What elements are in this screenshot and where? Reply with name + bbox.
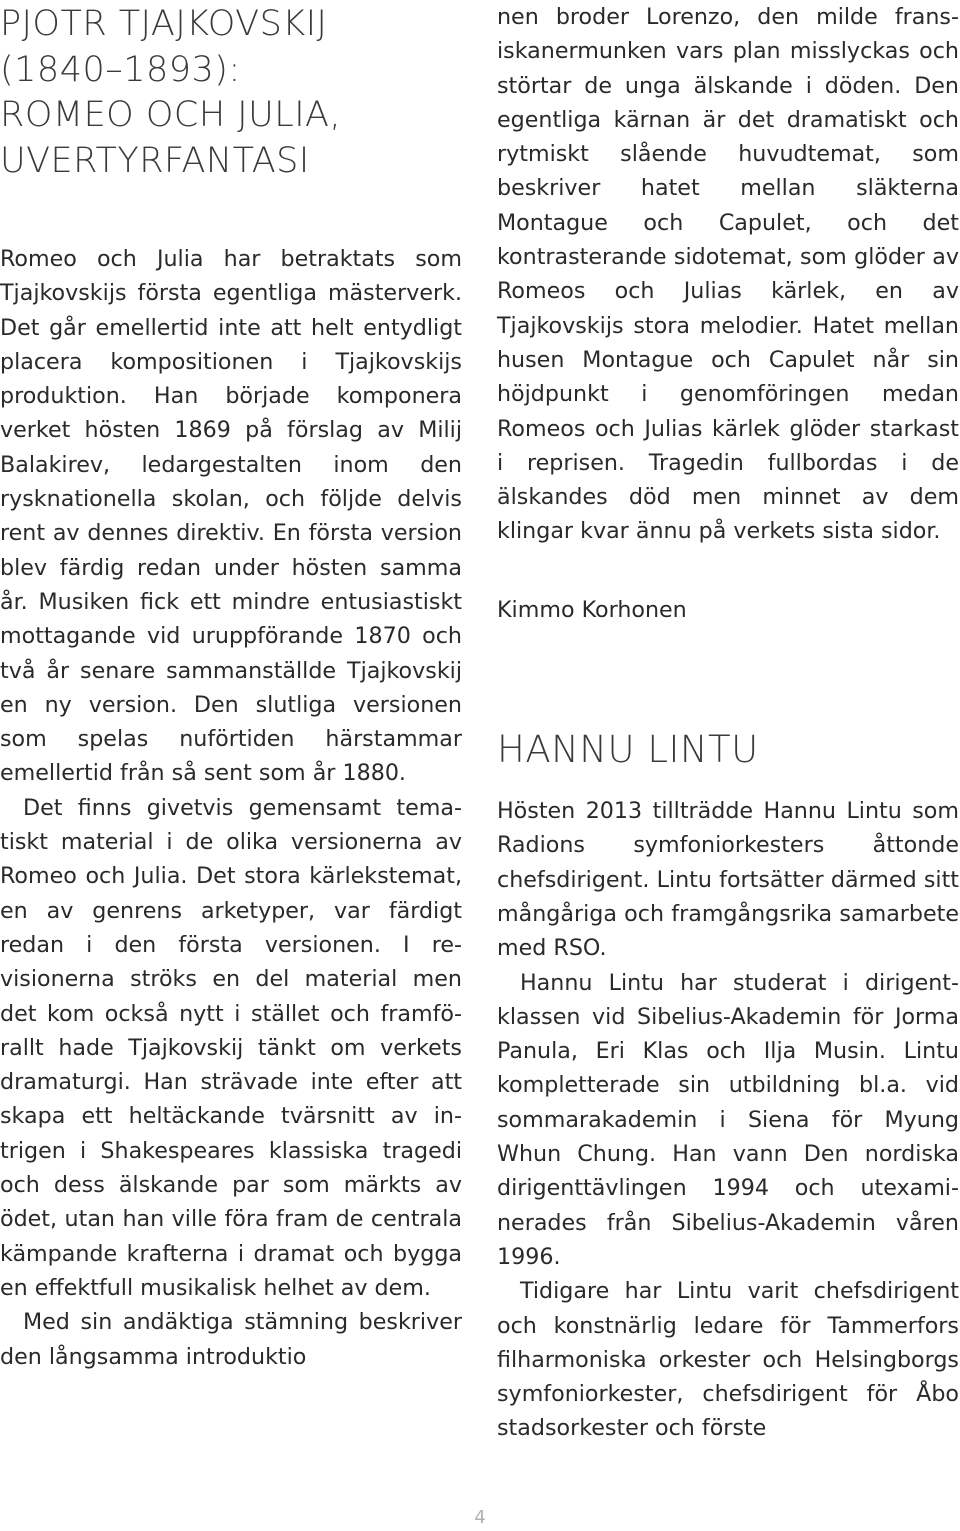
right-column	[497, 0, 959, 1446]
page-number: 4	[474, 1507, 486, 1528]
article-title-line: PJOTR TJAJKOVSKIJ	[0, 4, 328, 44]
article-title	[0, 2, 462, 184]
bio-paragraph: Hannu Lintu har studerat i dirigentklassen vid Sibelius-Akademin för Jorma Panula, Eri Klas och Ilja Musin. Lintu kompletterade sin utbildning bl.a. vid sommarakademin i Siena för Myung Whun Chung. Han vann Den nordiska dirigenttävlingen 1994 och utexaminerades från Sibelius-Akademin våren 1996.	[497, 969, 959, 1270]
article-title-line: (1840–1893):	[0, 49, 241, 90]
article-paragraph: Med sin andäktiga stämning beskriver den långsamma introduktio	[0, 1309, 462, 1370]
bio-title: HANNU LINTU	[497, 728, 759, 772]
bio-paragraph: Hösten 2013 tillträdde Hannu Lintu som Radions symfoniorkesters åttonde chefsdirigent. Lintu fortsätter därmed sitt mångåriga och framgångsrika samarbete med RSO.	[497, 798, 959, 962]
article-paragraph-continuation: nen broder Lorenzo, den milde fransiskanermunken vars plan misslyckas och störtar de unga älskande i döden. Den egentliga kärnan är det dramatiskt och rytmiskt slående huvudtemat, som beskriver hatet mellan släkterna Montague och Capulet, och det kontrasterande sidotemat, som glöder av Romeos och Julias kärlek, en av Tjajkovskijs stora melodier. Hatet mellan husen Montague och Capulet når sin höjdpunkt i genomföringen medan Romeos och Julias kärlek glöder starkast i reprisen. Tragedin fullbordas i de älskandes död men minnet av dem klingar kvar ännu på verkets sista sidor.	[497, 4, 959, 545]
article-author: Kimmo Korhonen	[497, 596, 687, 623]
left-column	[0, 0, 462, 1374]
article-paragraph: Romeo och Julia har betraktats som Tjajkovskijs första egentliga mästerverk. Det går emellertid inte att helt entydligt placera kompositionen i Tjajkovskijs produktion. Han började komponera verket hösten 1869 på förslag av Milij Balakirev, ledargestalten inom den rysknationella skolan, och följde delvis rent av dennes direktiv. En första version blev färdig redan under hösten samma år. Musiken fick ett mindre entusiastiskt mottagande vid uruppförande 1870 och två år senare sammanställde Tjajkovskij en ny version. Den slutliga versionen som spelas nuförtiden härstammar emellertid från så sent som år 1880.	[0, 246, 462, 787]
bio-body	[497, 794, 959, 1446]
article-title-line: ROMEO OCH JULIA,	[0, 95, 342, 135]
article-paragraph: Det finns givetvis gemensamt tematiskt material i de olika versionerna av Romeo och Julia. Det stora kärlekstemat, en av genrens arketyper, var färdigt redan i den första versionen. I revisionerna ströks en del material men det kom också nytt i stället och framförallt hade Tjajkovskij tänkt om verkets dramaturgi. Han strävade inte efter att skapa ett heltäckande tvärsnitt av intrigen i Shakespeares klassiska tragedi och dess älskande par som märkts av ödet, utan han ville föra fram de centrala kämpande krafterna i dramat och bygga en effektfull musikalisk helhet av dem.	[0, 794, 462, 1301]
bio-paragraph: Tidigare har Lintu varit chefsdirigent och konstnärlig ledare för Tammerfors filharmoniska orkester och Helsingborgs symfoniorkester, chefsdirigent för Åbo stadsorkester och förste	[497, 1278, 959, 1442]
article-body	[0, 242, 462, 1374]
article-title-line: UVERTYRFANTASI	[0, 140, 310, 181]
